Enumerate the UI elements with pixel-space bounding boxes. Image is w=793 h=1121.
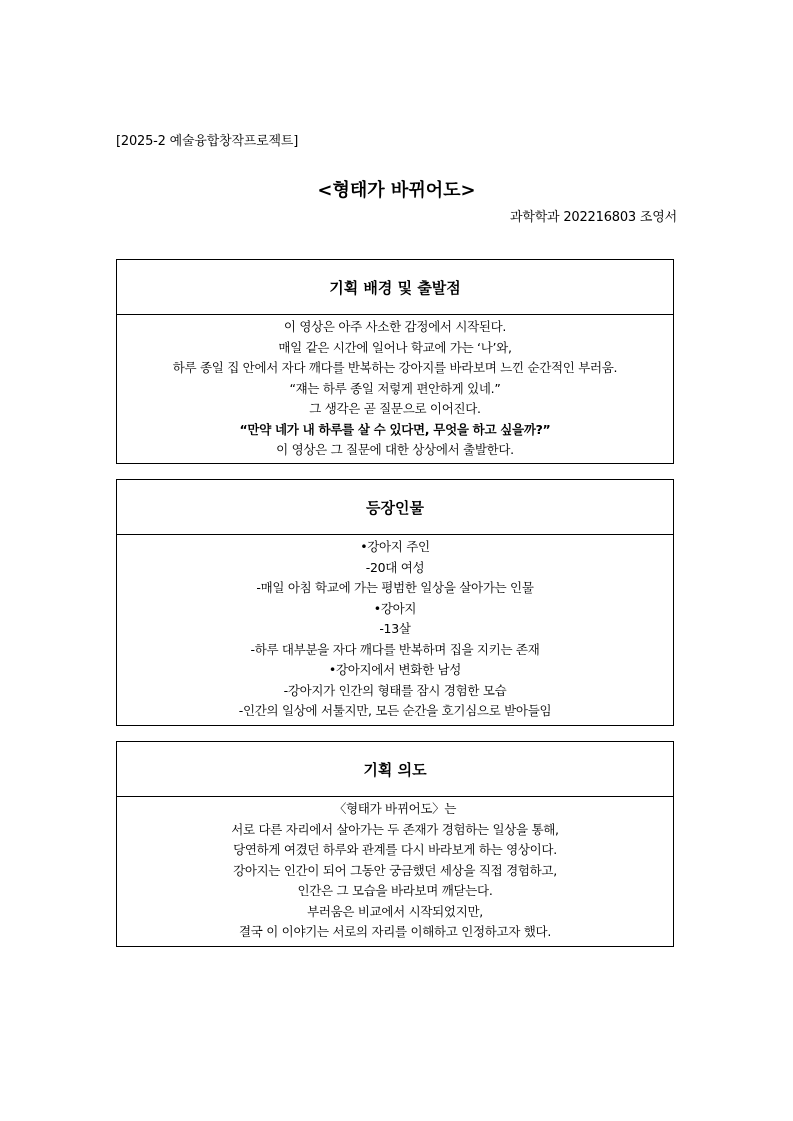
key-question-line: “만약 네가 내 하루를 살 수 있다면, 무엇을 하고 싶을까?” [239,421,551,437]
section-intent [116,741,674,947]
body-line: 매일 같은 시간에 일어나 학교에 가는 ‘나’와, [278,339,512,355]
body-line: 결국 이 이야기는 서로의 자리를 이해하고 인정하고자 했다. [239,924,551,939]
section-title: 기획 배경 및 출발점 [117,260,673,315]
author-line: 과학학과 202216803 조영서 [509,210,677,225]
section-characters [116,479,674,726]
character-heading: •강아지에서 변화한 남성 [328,662,462,677]
body-line: 〈형태가 바뀌어도〉는 [333,801,457,816]
character-detail: -13살 [379,621,411,636]
section-background [116,259,674,464]
character-heading: •강아지 주인 [360,539,430,554]
body-line: 이 영상은 그 질문에 대한 상상에서 출발한다. [276,442,514,457]
body-line: “쟤는 하루 종일 저렇게 편안하게 있네.” [289,380,501,396]
section-body [117,535,673,722]
body-line: 강아지는 인간이 되어 그동안 궁금했던 세상을 직접 경험하고, [233,862,557,878]
character-detail: -하루 대부분을 자다 깨다를 반복하며 집을 지키는 존재 [250,641,540,657]
body-line: 부러움은 비교에서 시작되었지만, [307,903,483,919]
character-detail: -인간의 일상에 서툴지만, 모든 순간을 호기심으로 받아들임 [238,703,552,718]
body-line: 당연하게 여겼던 하루와 관계를 다시 바라보게 하는 영상이다. [233,842,557,857]
body-line: 하루 종일 집 안에서 자다 깨다를 반복하는 강아지를 바라보며 느낀 순간적인 부러움. [172,360,618,375]
section-body [117,315,673,461]
body-line: 그 생각은 곧 질문으로 이어진다. [309,401,481,416]
body-line: 서로 다른 자리에서 살아가는 두 존재가 경험하는 일상을 통해, [231,821,559,837]
body-line: 인간은 그 모습을 바라보며 깨닫는다. [297,883,493,898]
section-title: 등장인물 [117,480,673,535]
character-heading: •강아지 [373,600,417,616]
section-body [117,797,673,943]
character-detail: -강아지가 인간의 형태를 잠시 경험한 모습 [283,682,507,698]
character-detail: -매일 아침 학교에 가는 평범한 일상을 살아가는 인물 [256,580,534,595]
body-line: 이 영상은 아주 사소한 감정에서 시작된다. [283,319,507,334]
document-title: <형태가 바뀌어도> [317,180,476,201]
project-label: [2025-2 예술융합창작프로젝트] [116,134,299,149]
section-title: 기획 의도 [117,742,673,797]
character-detail: -20대 여성 [365,559,425,575]
